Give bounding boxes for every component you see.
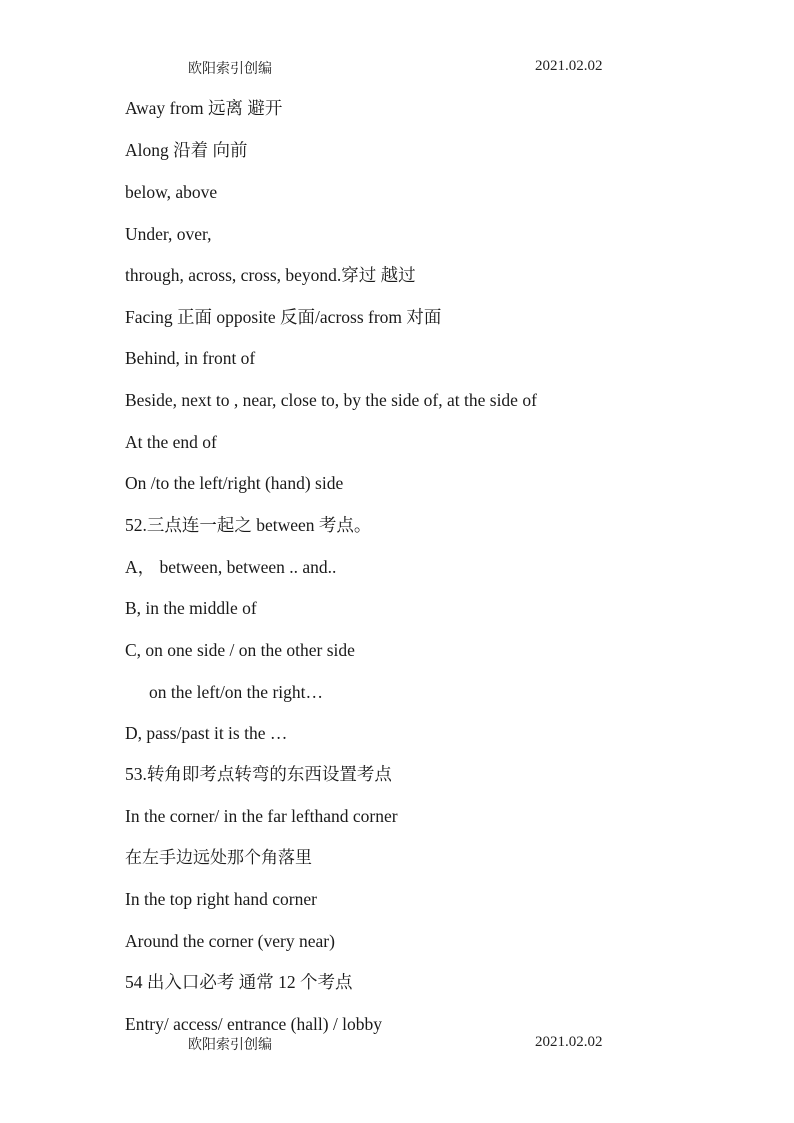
- line-away-from: Away from 远离 避开: [125, 98, 283, 118]
- line-c-one-side: C, on one side / on the other side: [125, 640, 355, 660]
- page-header: [0, 58, 794, 78]
- line-in-the-corner: In the corner/ in the far lefthand corner: [125, 806, 398, 826]
- line-beside: Beside, next to , near, close to, by the side of, at the side of: [125, 390, 537, 410]
- line-below-above: below, above: [125, 182, 218, 202]
- line-along: Along 沿着 向前: [125, 140, 248, 160]
- footer-date: 2021.02.02: [535, 1034, 603, 1050]
- line-top-right-corner: In the top right hand corner: [125, 889, 317, 909]
- line-around-corner: Around the corner (very near): [125, 931, 335, 951]
- line-under-over: Under, over,: [125, 224, 212, 244]
- footer-author: 欧阳索引创编: [188, 1037, 272, 1053]
- line-c-left-right: on the left/on the right…: [149, 682, 323, 702]
- section-53-heading: 53.转角即考点转弯的东西设置考点: [125, 764, 392, 784]
- line-a-between: A， between, between .. and..: [125, 557, 337, 577]
- line-through-across: through, across, cross, beyond.穿过 越过: [125, 265, 416, 285]
- line-behind: Behind, in front of: [125, 348, 256, 368]
- line-at-the-end: At the end of: [125, 432, 217, 452]
- line-entry-access: Entry/ access/ entrance (hall) / lobby: [125, 1014, 383, 1034]
- header-author: 欧阳索引创编: [188, 61, 272, 77]
- line-facing-opposite: Facing 正面 opposite 反面/across from 对面: [125, 307, 442, 327]
- section-52-heading: 52.三点连一起之 between 考点。: [125, 515, 372, 535]
- page-footer: [0, 1034, 794, 1054]
- section-54-heading: 54 出入口必考 通常 12 个考点: [125, 972, 353, 992]
- header-date: 2021.02.02: [535, 58, 603, 74]
- line-on-to-the-left: On /to the left/right (hand) side: [125, 473, 344, 493]
- line-d-pass-past: D, pass/past it is the …: [125, 723, 288, 743]
- line-corner-chinese: 在左手边远处那个角落里: [125, 848, 312, 868]
- line-b-middle: B, in the middle of: [125, 598, 257, 618]
